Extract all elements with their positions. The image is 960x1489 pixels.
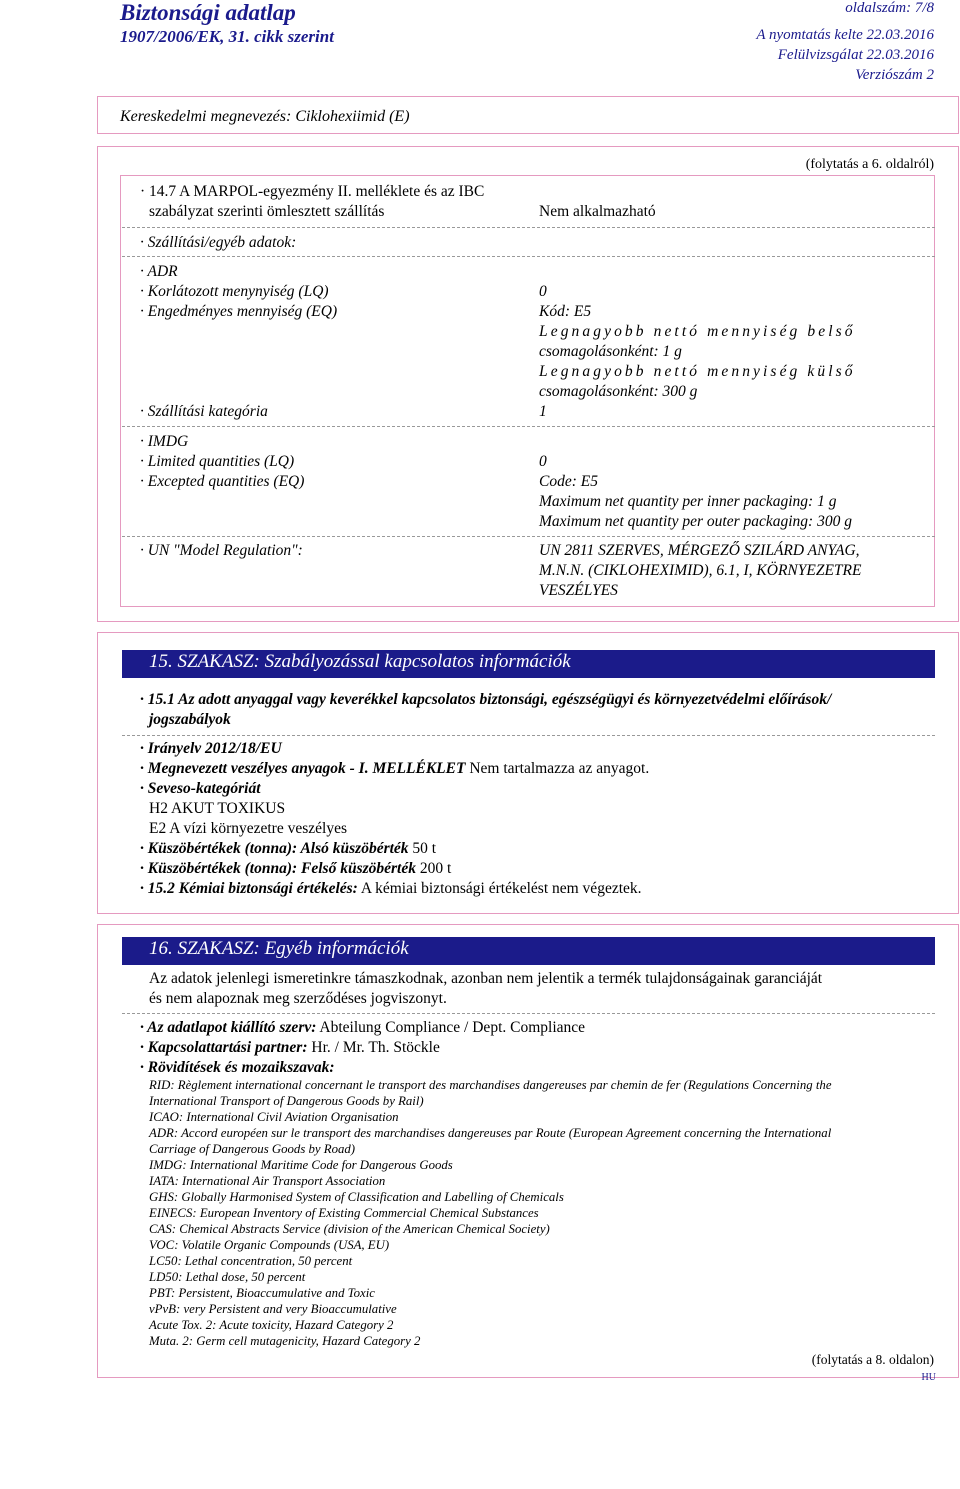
abbreviation-line: Muta. 2: Germ cell mutagenicity, Hazard Category 2 (149, 1334, 421, 1348)
transport-other-label: · Szállítási/egyéb adatok: (140, 234, 297, 251)
seveso-label: · Seveso-kategóriát (140, 780, 261, 797)
abbreviation-line: ICAO: International Civil Aviation Organisation (149, 1110, 399, 1124)
directive: · Irányelv 2012/18/EU (140, 740, 282, 757)
seveso-e2: E2 A vízi környezetre veszélyes (149, 820, 347, 837)
adr-lq-value: 0 (539, 283, 547, 300)
abbreviation-line: IMDG: International Maritime Code for Dangerous Goods (149, 1158, 453, 1172)
upper-threshold-value: 200 t (419, 860, 452, 877)
adr-eq-label: · Engedményes mennyiség (EQ) (140, 303, 338, 320)
un-model-label: · UN "Model Regulation": (140, 542, 303, 559)
print-date: A nyomtatás kelte 22.03.2016 (756, 27, 934, 43)
section15-title: 15. SZAKASZ: Szabályozással kapcsolatos információk (149, 651, 571, 672)
abbreviation-line: ADR: Accord européen sur le transport des marchandises dangereuses par Route (European Agreement concerning the International (149, 1126, 832, 1140)
adr-eq-inner-line1: Legnagyobb nettó mennyiség belső (539, 323, 856, 340)
trade-name: Kereskedelmi megnevezés: Ciklohexiimid (E) (120, 108, 410, 125)
lower-threshold-value: 50 t (412, 840, 437, 857)
regulation-reference: 1907/2006/EK, 31. cikk szerint (120, 27, 334, 46)
adr-heading: · ADR (140, 263, 178, 280)
adr-category-value: 1 (539, 403, 547, 420)
named-substances-label: · Megnevezett veszélyes anyagok - I. MELLÉKLET (140, 760, 466, 777)
abbreviation-line: International Transport of Dangerous Goods by Rail) (149, 1094, 424, 1108)
upper-threshold-row (140, 860, 451, 878)
upper-threshold-label: · Küszöbértékek (tonna): Felső küszöbérték (140, 860, 416, 877)
abbreviations-label: · Rövidítések és mozaikszavak: (140, 1059, 335, 1076)
revision-date: Felülvizsgálat 22.03.2016 (777, 47, 934, 63)
contact-label: · Kapcsolattartási partner: (140, 1039, 308, 1056)
adr-eq-outer-line2: csomagolásonként: 300 g (539, 383, 698, 400)
csa-value: A kémiai biztonsági értékelést nem végeztek. (360, 880, 642, 897)
divider (122, 1013, 935, 1014)
abbreviation-line: LC50: Lethal concentration, 50 percent (149, 1254, 353, 1268)
abbreviation-line: VOC: Volatile Organic Compounds (USA, EU) (149, 1238, 390, 1252)
un-model-value-line3: VESZÉLYES (539, 582, 618, 599)
named-substances-value: Nem tartalmazza az anyagot. (469, 760, 650, 777)
issuer-row (140, 1019, 585, 1037)
abbreviation-line: IATA: International Air Transport Association (149, 1174, 386, 1188)
adr-eq-inner-line2: csomagolásonként: 1 g (539, 343, 682, 360)
adr-category-label: · Szállítási kategória (140, 403, 268, 420)
contact-value: Hr. / Mr. Th. Stöckle (311, 1039, 440, 1056)
marpol-label-line1: · 14.7 A MARPOL-egyezmény II. melléklete és az IBC (140, 183, 485, 200)
section15-title-bar (122, 650, 935, 678)
adr-eq-code: Kód: E5 (539, 303, 592, 320)
section16-intro-line2: és nem alapoznak meg szerződéses jogviszonyt. (149, 990, 447, 1007)
issuer-label: · Az adatlapot kiállító szerv: (140, 1019, 317, 1036)
issuer-value: Abteilung Compliance / Dept. Compliance (319, 1019, 586, 1036)
version-number: Verziószám 2 (855, 67, 934, 83)
imdg-eq-label: · Excepted quantities (EQ) (140, 473, 305, 490)
marpol-value: Nem alkalmazható (539, 203, 656, 220)
csa-label: · 15.2 Kémiai biztonsági értékelés: (140, 880, 358, 897)
abbreviation-line: PBT: Persistent, Bioaccumulative and Toxic (149, 1286, 375, 1300)
lower-threshold-label: · Küszöbértékek (tonna): Alsó küszöbérték (140, 840, 409, 857)
abbreviation-line: RID: Règlement international concernant le transport des marchandises dangereuses par chemin de fer (Regulations Concerning the (149, 1078, 832, 1092)
imdg-eq-outer: Maximum net quantity per outer packaging: 300 g (539, 513, 852, 530)
abbreviation-line: vPvB: very Persistent and very Bioaccumulative (149, 1302, 397, 1316)
abbreviation-line: GHS: Globally Harmonised System of Classification and Labelling of Chemicals (149, 1190, 564, 1204)
abbreviation-line: CAS: Chemical Abstracts Service (division of the American Chemical Society) (149, 1222, 550, 1236)
adr-eq-outer-line1: Legnagyobb nettó mennyiség külső (539, 363, 856, 380)
abbreviation-line: Carriage of Dangerous Goods by Road) (149, 1142, 356, 1156)
section16-intro-line1: Az adatok jelenlegi ismeretinkre támaszkodnak, azonban nem jelentik a termék tulajdonságainak garanciáját (149, 970, 823, 987)
contact-row (140, 1039, 440, 1057)
divider (122, 426, 935, 427)
divider (122, 227, 935, 228)
section15-1-line1: · 15.1 Az adott anyaggal vagy keverékkel kapcsolatos biztonsági, egészségügyi és környezetvédelmi előírások/ (140, 691, 832, 708)
section16-title-bar (122, 937, 935, 965)
continued-on: (folytatás a 8. oldalon) (811, 1352, 934, 1367)
csa-row (140, 880, 642, 898)
section15-1-line2: jogszabályok (149, 711, 231, 728)
imdg-eq-code: Code: E5 (539, 473, 598, 490)
imdg-heading: · IMDG (140, 433, 189, 450)
un-model-value-line1: UN 2811 SZERVES, MÉRGEZŐ SZILÁRD ANYAG, (539, 542, 860, 559)
document-title: Biztonsági adatlap (120, 0, 296, 25)
imdg-lq-value: 0 (539, 453, 547, 470)
lower-threshold-row (140, 840, 436, 858)
imdg-lq-label: · Limited quantities (LQ) (140, 453, 295, 470)
page-number: oldalszám: 7/8 (845, 0, 934, 16)
divider (122, 735, 935, 736)
continued-from: (folytatás a 6. oldalról) (805, 157, 934, 172)
marpol-label-line2: szabályzat szerinti ömlesztett szállítás (149, 203, 385, 220)
country-code: HU (921, 1372, 936, 1383)
divider (122, 536, 935, 537)
imdg-eq-inner: Maximum net quantity per inner packaging: 1 g (539, 493, 837, 510)
abbreviation-line: Acute Tox. 2: Acute toxicity, Hazard Category 2 (149, 1318, 394, 1332)
named-substances-row (140, 760, 649, 778)
divider (122, 256, 935, 257)
abbreviation-line: EINECS: European Inventory of Existing Commercial Chemical Substances (149, 1206, 539, 1220)
seveso-h2: H2 AKUT TOXIKUS (149, 800, 286, 817)
adr-lq-label: · Korlátozott menynyiség (LQ) (140, 283, 329, 300)
section16-title: 16. SZAKASZ: Egyéb információk (149, 938, 409, 959)
abbreviation-line: LD50: Lethal dose, 50 percent (149, 1270, 306, 1284)
un-model-value-line2: M.N.N. (CIKLOHEXIMID), 6.1, I, KÖRNYEZETRE (539, 562, 862, 579)
